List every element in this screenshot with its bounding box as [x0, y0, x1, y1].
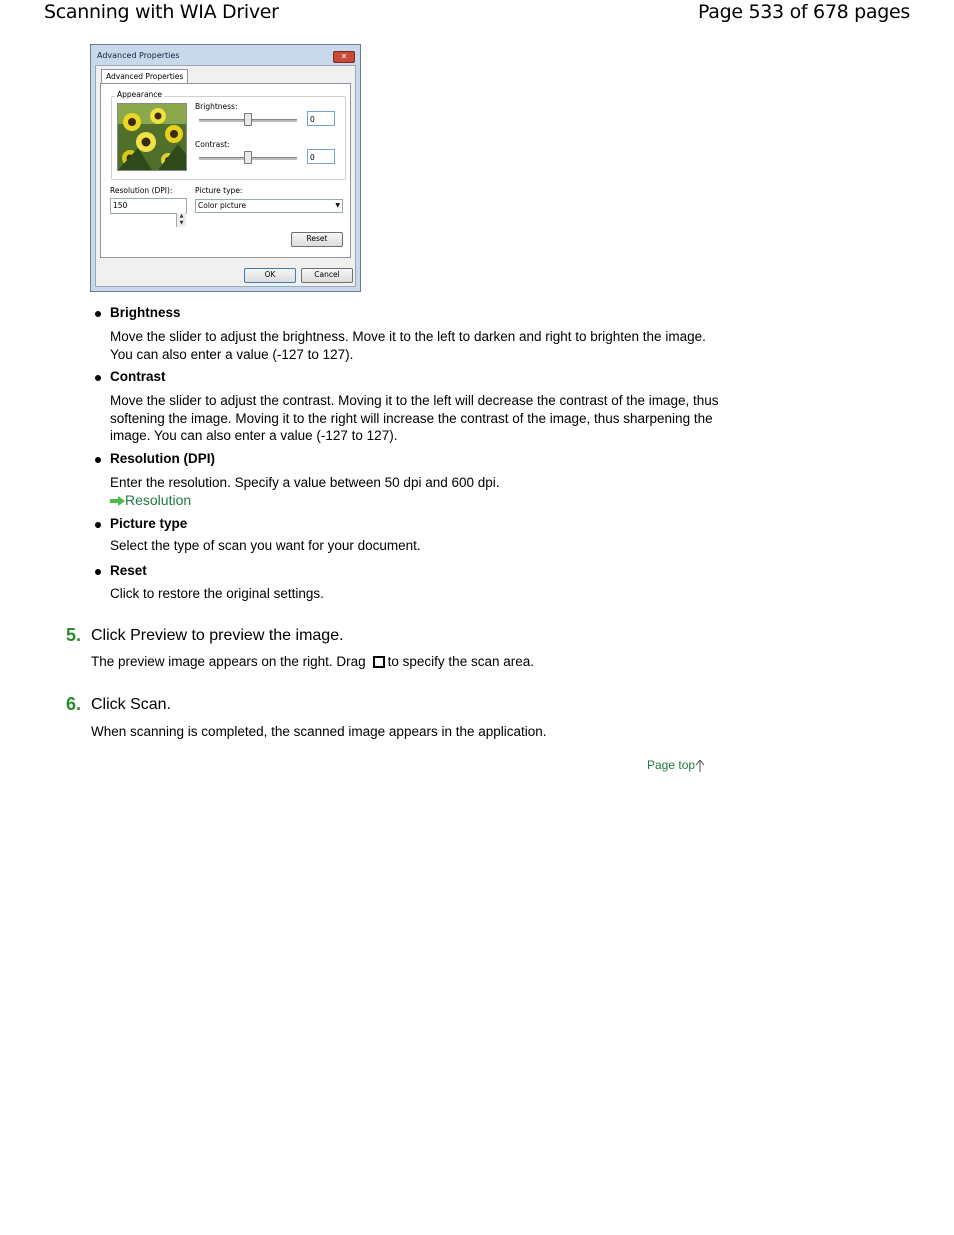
appearance-label: Appearance [117, 90, 163, 99]
bullet-icon [95, 311, 101, 317]
brightness-slider-handle [244, 113, 252, 126]
item-title-text: Resolution (DPI) [110, 451, 215, 466]
item-resolution-desc: Enter the resolution. Specify a value between 50 dpi and 600 dpi. [110, 475, 500, 490]
step-5-number: 5. [66, 625, 82, 645]
close-icon: ✕ [333, 51, 355, 63]
page-top-link[interactable] [647, 758, 705, 773]
picture-type-select [195, 199, 343, 213]
dialog-body [95, 65, 356, 287]
document-title: Scanning with WIA Driver [44, 1, 279, 23]
sample-flower-image [117, 103, 187, 171]
tab-panel [100, 83, 351, 258]
picture-type-label: Picture type: [195, 186, 243, 195]
item-title-text: Reset [110, 563, 147, 578]
step-5-desc [91, 654, 534, 669]
item-resolution-title [110, 451, 215, 466]
resolution-spinbox [110, 198, 187, 226]
item-title-text: Contrast [110, 369, 166, 384]
step-5-desc-before: The preview image appears on the right. Drag [91, 654, 366, 669]
bullet-icon [95, 569, 101, 575]
brightness-label: Brightness: [195, 102, 238, 111]
step-6-title: Click Scan. [91, 696, 172, 713]
ok-button: OK [244, 268, 296, 283]
bullet-icon [95, 457, 101, 463]
item-brightness-title [110, 305, 181, 320]
arrow-up-icon [695, 759, 705, 773]
spin-arrows-icon: ▲ ▼ [176, 213, 186, 227]
arrow-right-icon [110, 496, 125, 506]
item-contrast-title [110, 369, 166, 384]
item-reset-title [110, 563, 147, 578]
bullet-icon [95, 375, 101, 381]
cancel-button: Cancel [301, 268, 353, 283]
contrast-value-field: 0 [307, 149, 335, 164]
brightness-value-field: 0 [307, 111, 335, 126]
bullet-icon [95, 522, 101, 528]
resolution-link[interactable] [110, 492, 191, 508]
contrast-label: Contrast: [195, 140, 230, 149]
resolution-value: 150 [113, 201, 128, 210]
step-6-desc: When scanning is completed, the scanned image appears in the application. [91, 724, 547, 739]
tab-advanced-properties: Advanced Properties [101, 69, 188, 84]
item-title-text: Picture type [110, 516, 188, 531]
item-picture-type-title [110, 516, 187, 531]
step-5-title: Click Preview to preview the image. [91, 627, 344, 644]
item-reset-desc: Click to restore the original settings. [110, 586, 324, 601]
scan-area-frame-icon [373, 656, 385, 668]
item-picture-type-desc: Select the type of scan you want for your document. [110, 538, 421, 553]
item-title-text: Brightness [110, 305, 181, 320]
step-5-desc-after: to specify the scan area. [387, 654, 534, 669]
contrast-slider-handle [244, 151, 252, 164]
resolution-label: Resolution (DPI): [110, 186, 173, 195]
advanced-properties-dialog-image [90, 44, 361, 292]
dialog-title: Advanced Properties [97, 51, 180, 60]
item-contrast-desc: Move the slider to adjust the contrast. Moving it to the left will decrease the contrast of the image, thus softening the image. Moving it to the right will increase the contrast of the image, thus sharpening the image. You can also enter a value (-127 to 127). [110, 393, 719, 443]
item-brightness-desc: Move the slider to adjust the brightness. Move it to the left to darken and right to brighten the image. You can also enter a value (-127 to 127). [110, 329, 706, 362]
reset-button: Reset [291, 232, 343, 247]
resolution-link-text[interactable]: Resolution [125, 492, 192, 508]
dropdown-arrow-icon: ▼ [335, 202, 340, 209]
step-6-number: 6. [66, 694, 82, 714]
picture-type-value: Color picture [198, 201, 247, 210]
page-counter: Page 533 of 678 pages [697, 1, 910, 23]
page-top-text[interactable]: Page top [647, 758, 696, 772]
